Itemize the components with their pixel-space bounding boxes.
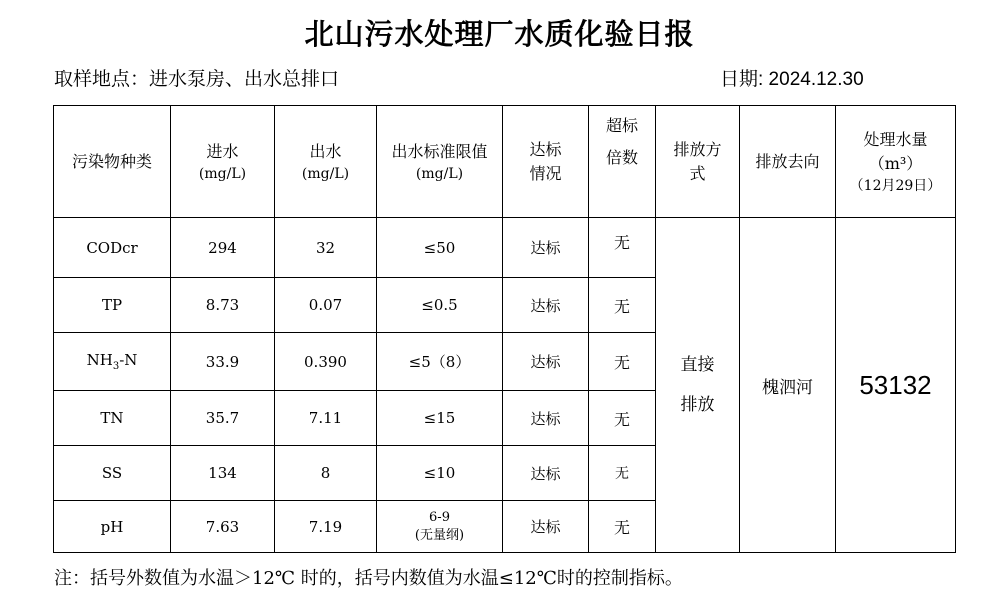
treated-volume-cell: 53132 bbox=[836, 218, 956, 553]
header-discharge-destination-text: 排放去向 bbox=[755, 151, 820, 171]
discharge-mode-line2: 排放 bbox=[680, 395, 715, 415]
header-compliance-line2: 情况 bbox=[529, 163, 562, 183]
sampling-location: 取样地点：进水泵房、出水总排口 bbox=[54, 68, 340, 90]
inflow-cell: 33.9 bbox=[171, 333, 275, 391]
status-cell: 达标 bbox=[503, 278, 589, 333]
exceed-cell: 无 bbox=[589, 446, 656, 501]
inflow-cell: 35.7 bbox=[171, 391, 275, 446]
limit-range: 6-9 bbox=[429, 509, 450, 525]
header-inflow-unit: (mg/L) bbox=[198, 165, 247, 182]
status-cell: 达标 bbox=[503, 391, 589, 446]
inflow-cell: 7.63 bbox=[171, 501, 275, 553]
exceed-cell: 无 bbox=[589, 218, 656, 278]
exceed-cell: 无 bbox=[589, 333, 656, 391]
header-discharge-mode bbox=[656, 106, 740, 218]
exceed-cell: 无 bbox=[589, 278, 656, 333]
pollutant-cell: CODcr bbox=[54, 218, 171, 278]
pollutant-cell: TP bbox=[54, 278, 171, 333]
outflow-cell: 0.390 bbox=[275, 333, 377, 391]
header-inflow-label: 进水 bbox=[206, 141, 239, 161]
limit-cell: ≤50 bbox=[377, 218, 503, 278]
discharge-mode-cell bbox=[656, 218, 740, 553]
header-volume-unit: （m³） bbox=[868, 153, 923, 173]
outflow-cell: 8 bbox=[275, 446, 377, 501]
header-row bbox=[54, 106, 956, 218]
header-compliance bbox=[503, 106, 589, 218]
outflow-cell: 0.07 bbox=[275, 278, 377, 333]
header-pollutant-text: 污染物种类 bbox=[71, 151, 152, 171]
header-pollutant bbox=[54, 106, 171, 218]
discharge-mode-line1: 直接 bbox=[680, 355, 715, 375]
status-cell: 达标 bbox=[503, 333, 589, 391]
report-title: 北山污水处理厂水质化验日报 bbox=[304, 17, 695, 51]
status-cell: 达标 bbox=[503, 446, 589, 501]
header-exceed-line1: 超标 bbox=[605, 116, 638, 135]
header-limit bbox=[377, 106, 503, 218]
exceed-cell: 无 bbox=[589, 391, 656, 446]
header-inflow bbox=[171, 106, 275, 218]
header-volume-date: （12月29日） bbox=[849, 177, 942, 194]
header-limit-label: 出水标准限值 bbox=[391, 141, 488, 161]
header-limit-unit: (mg/L) bbox=[415, 165, 464, 182]
header-exceed-line2: 倍数 bbox=[605, 148, 638, 167]
exceed-cell: 无 bbox=[589, 501, 656, 553]
limit-cell: ≤0.5 bbox=[377, 278, 503, 333]
header-outflow bbox=[275, 106, 377, 218]
limit-cell bbox=[377, 501, 503, 553]
inflow-cell: 134 bbox=[171, 446, 275, 501]
outflow-cell: 32 bbox=[275, 218, 377, 278]
table-row bbox=[54, 218, 956, 278]
discharge-destination-cell: 槐泗河 bbox=[740, 218, 836, 553]
pollutant-cell: TN bbox=[54, 391, 171, 446]
limit-unit-note: (无量纲) bbox=[414, 527, 465, 543]
status-cell: 达标 bbox=[503, 501, 589, 553]
report-date: 日期: 2024.12.30 bbox=[720, 69, 864, 90]
pollutant-cell: SS bbox=[54, 446, 171, 501]
pollutant-cell: pH bbox=[54, 501, 171, 553]
header-outflow-unit: (mg/L) bbox=[301, 165, 350, 182]
footnote: 注：括号外数值为水温＞12℃ 时的，括号内数值为水温≤12℃时的控制指标。 bbox=[54, 568, 683, 589]
water-quality-table bbox=[53, 105, 956, 553]
pollutant-subscript: 3 bbox=[112, 361, 120, 372]
outflow-cell: 7.19 bbox=[275, 501, 377, 553]
pollutant-tail: -N bbox=[119, 351, 138, 369]
status-cell: 达标 bbox=[503, 218, 589, 278]
header-outflow-label: 出水 bbox=[309, 141, 342, 161]
header-volume bbox=[836, 106, 956, 218]
limit-cell: ≤10 bbox=[377, 446, 503, 501]
header-discharge-mode-line2: 式 bbox=[689, 163, 706, 183]
inflow-cell: 8.73 bbox=[171, 278, 275, 333]
header-exceed bbox=[589, 106, 656, 218]
limit-cell: ≤15 bbox=[377, 391, 503, 446]
header-compliance-line1: 达标 bbox=[529, 139, 562, 159]
header-volume-line1: 处理水量 bbox=[863, 129, 928, 149]
header-discharge-mode-line1: 排放方 bbox=[673, 139, 722, 159]
outflow-cell: 7.11 bbox=[275, 391, 377, 446]
inflow-cell: 294 bbox=[171, 218, 275, 278]
pollutant-main: NH bbox=[86, 351, 113, 369]
header-discharge-destination bbox=[740, 106, 836, 218]
pollutant-cell bbox=[54, 333, 171, 391]
limit-cell: ≤5（8） bbox=[377, 333, 503, 391]
